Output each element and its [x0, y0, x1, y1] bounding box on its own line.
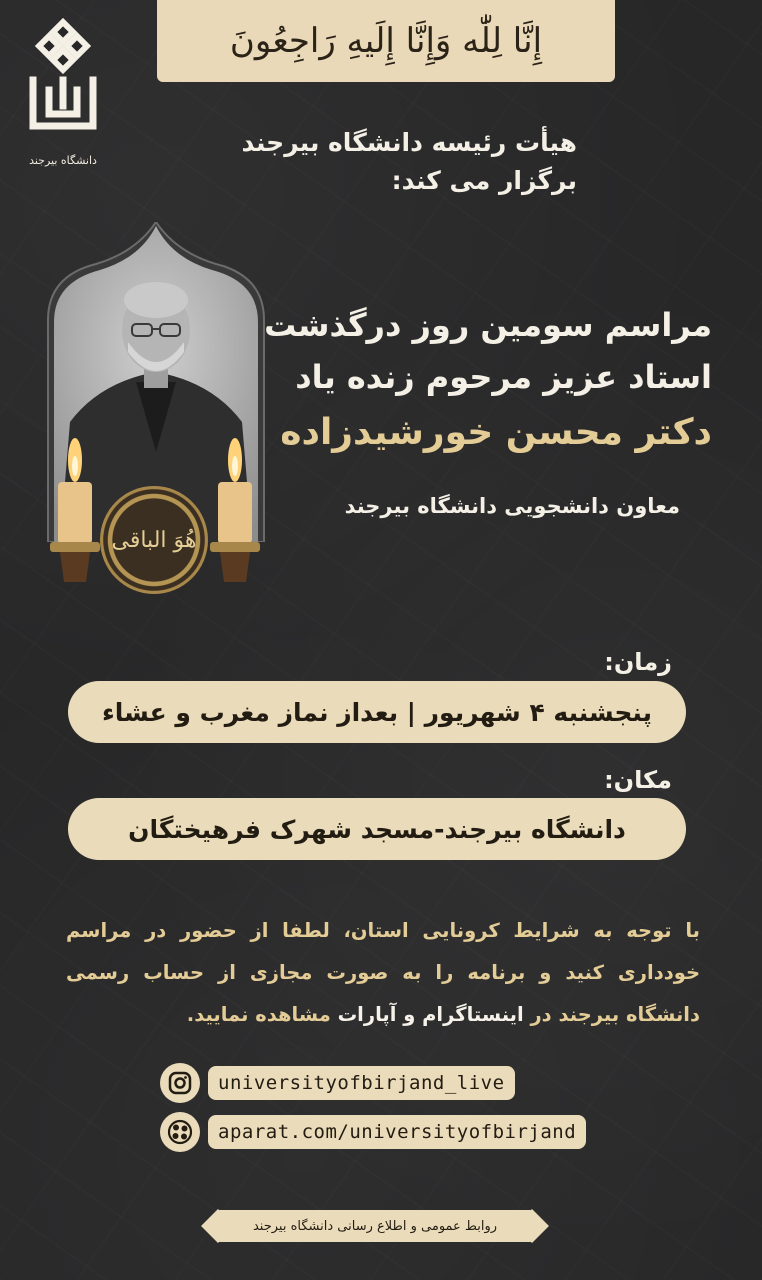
notice-text-1: با توجه به شرایط کرونایی استان، لطفا از حضور در مراسم خودداری کنید و برنامه را به صورت مجازی از حساب رسمی دانشگاه بیرجند در	[66, 919, 700, 1026]
university-logo	[18, 18, 108, 178]
logo-caption: دانشگاه بیرجند	[29, 154, 97, 167]
place-label: مکان:	[604, 766, 672, 794]
notice-text-2: مشاهده نمایید.	[186, 1003, 338, 1026]
time-value-pill: پنجشنبه ۴ شهریور | بعداز نماز مغرب و عشاء	[68, 681, 686, 743]
aparat-link[interactable]	[160, 1112, 586, 1152]
memorial-emblem	[100, 486, 208, 594]
instagram-handle[interactable]: universityofbirjand_live	[208, 1066, 515, 1100]
deceased-position: معاون دانشجویی دانشگاه بیرجند	[344, 494, 680, 518]
right-candle-icon	[206, 430, 264, 590]
instagram-icon	[160, 1063, 200, 1103]
notice-instagram: اینستاگرام	[422, 1003, 524, 1026]
place-value-pill: دانشگاه بیرجند-مسجد شهرک فرهیختگان	[68, 798, 686, 860]
aparat-icon	[160, 1112, 200, 1152]
covid-notice	[66, 910, 700, 1036]
verse-banner	[157, 0, 615, 82]
ceremony-title-line-2: استاد عزیز مرحوم زنده یاد	[295, 358, 712, 396]
university-logo-icon	[23, 18, 103, 148]
verse-text: إِنَّا لِلّٰه وَإِنَّا إِلَيهِ رَاجِعُونَ	[229, 21, 543, 61]
host-line-1: هیأت رئیسه دانشگاه بیرجند	[241, 128, 577, 157]
host-line-2: برگزار می کند:	[391, 166, 577, 195]
notice-and: و	[396, 1003, 423, 1026]
ceremony-title-line-1: مراسم سومین روز درگذشت	[264, 306, 712, 344]
deceased-name: دکتر محسن خورشیدزاده	[280, 412, 712, 453]
notice-aparat: آپارات	[337, 1003, 397, 1026]
footer-credit: روابط عمومی و اطلاع رسانی دانشگاه بیرجند	[216, 1210, 534, 1242]
left-candle-icon	[46, 430, 104, 590]
instagram-link[interactable]	[160, 1063, 515, 1103]
emblem-text: هُوَ الباقی	[111, 527, 197, 553]
aparat-url[interactable]: aparat.com/universityofbirjand	[208, 1115, 586, 1149]
time-label: زمان:	[604, 648, 672, 676]
